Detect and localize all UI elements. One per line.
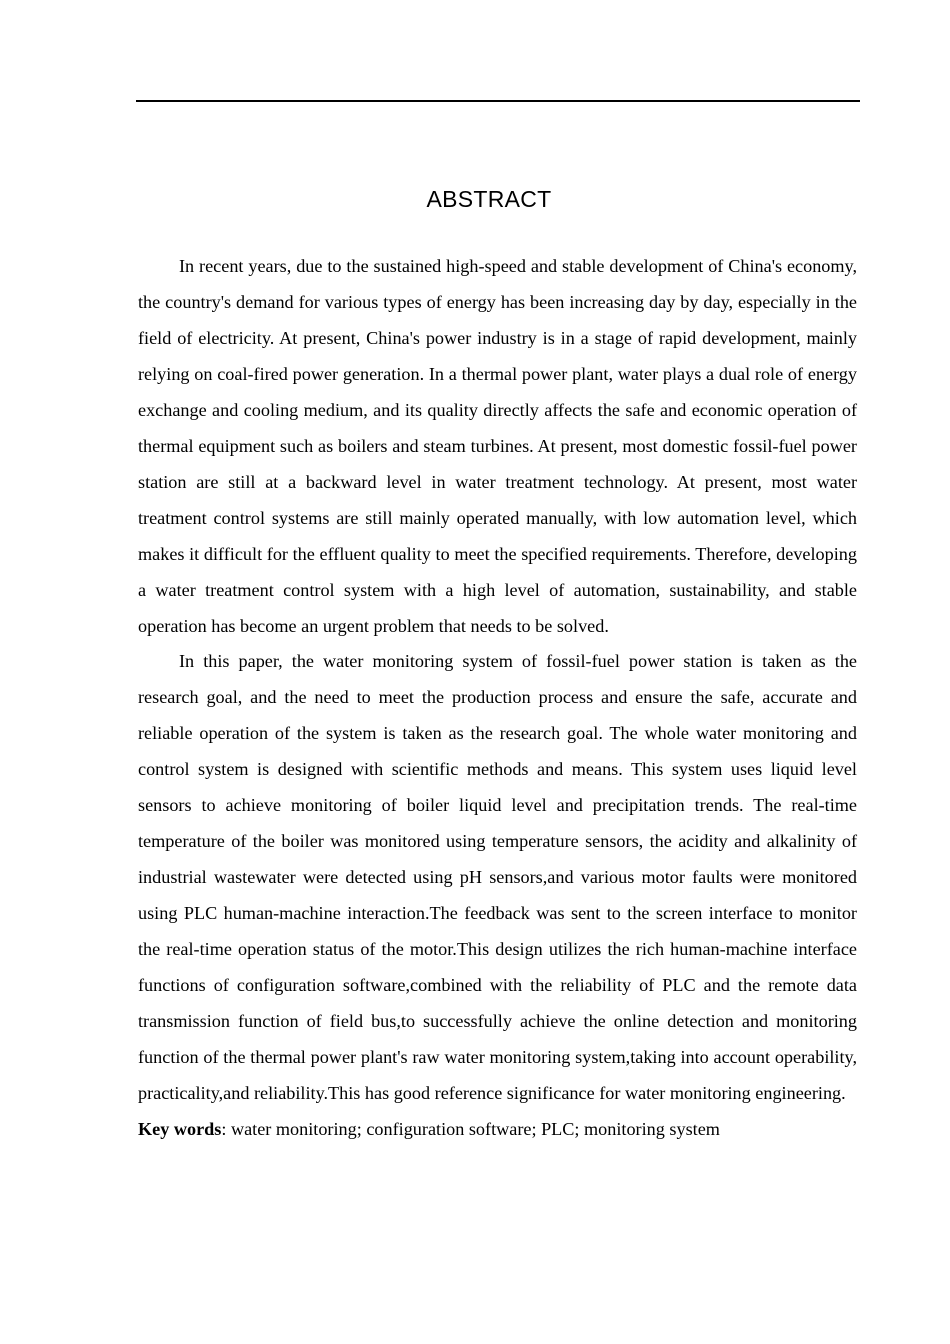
keywords-list: : water monitoring; configuration software; PLC; monitoring system: [221, 1118, 720, 1139]
keywords-line: [138, 1112, 857, 1148]
page-title: ABSTRACT: [426, 186, 552, 212]
keywords-label: Key words: [138, 1118, 222, 1139]
abstract-paragraph-1: In recent years, due to the sustained high-speed and stable development of China's economy, the country's demand for various types of energy has been increasing day by day, especially in the field of electricity. At present, China's power industry is in a stage of rapid development, mainly relying on coal-fired power generation. In a thermal power plant, water plays a dual role of energy exchange and cooling medium, and its quality directly affects the safe and economic operation of thermal equipment such as boilers and steam turbines. At present, most domestic fossil-fuel power station are still at a backward level in water treatment technology. At present, most water treatment control systems are still mainly operated manually, with low automation level, which makes it difficult for the effluent quality to meet the specified requirements. Therefore, developing a water treatment control system with a high level of automation, sustainability, and stable operation has become an urgent problem that needs to be solved.: [138, 256, 857, 636]
header-rule: [136, 100, 860, 102]
abstract-body: [138, 249, 857, 1148]
abstract-paragraph-2: In this paper, the water monitoring system of fossil-fuel power station is taken as the research goal, and the need to meet the production process and ensure the safe, accurate and reliable operation of the system is taken as the research goal. The whole water monitoring and control system is designed with scientific methods and means. This system uses liquid level sensors to achieve monitoring of boiler liquid level and precipitation trends. The real-time temperature of the boiler was monitored using temperature sensors, the acidity and alkalinity of industrial wastewater were detected using pH sensors,and various motor faults were monitored using PLC human-machine interaction.The feedback was sent to the screen interface to monitor the real-time operation status of the motor.This design utilizes the rich human-machine interface functions of configuration software,combined with the reliability of PLC and the remote data transmission function of field bus,to successfully achieve the online detection and monitoring function of the thermal power plant's raw water monitoring system,taking into account operability, practicality,and reliability.This has good reference significance for water monitoring engineering.: [138, 651, 857, 1103]
